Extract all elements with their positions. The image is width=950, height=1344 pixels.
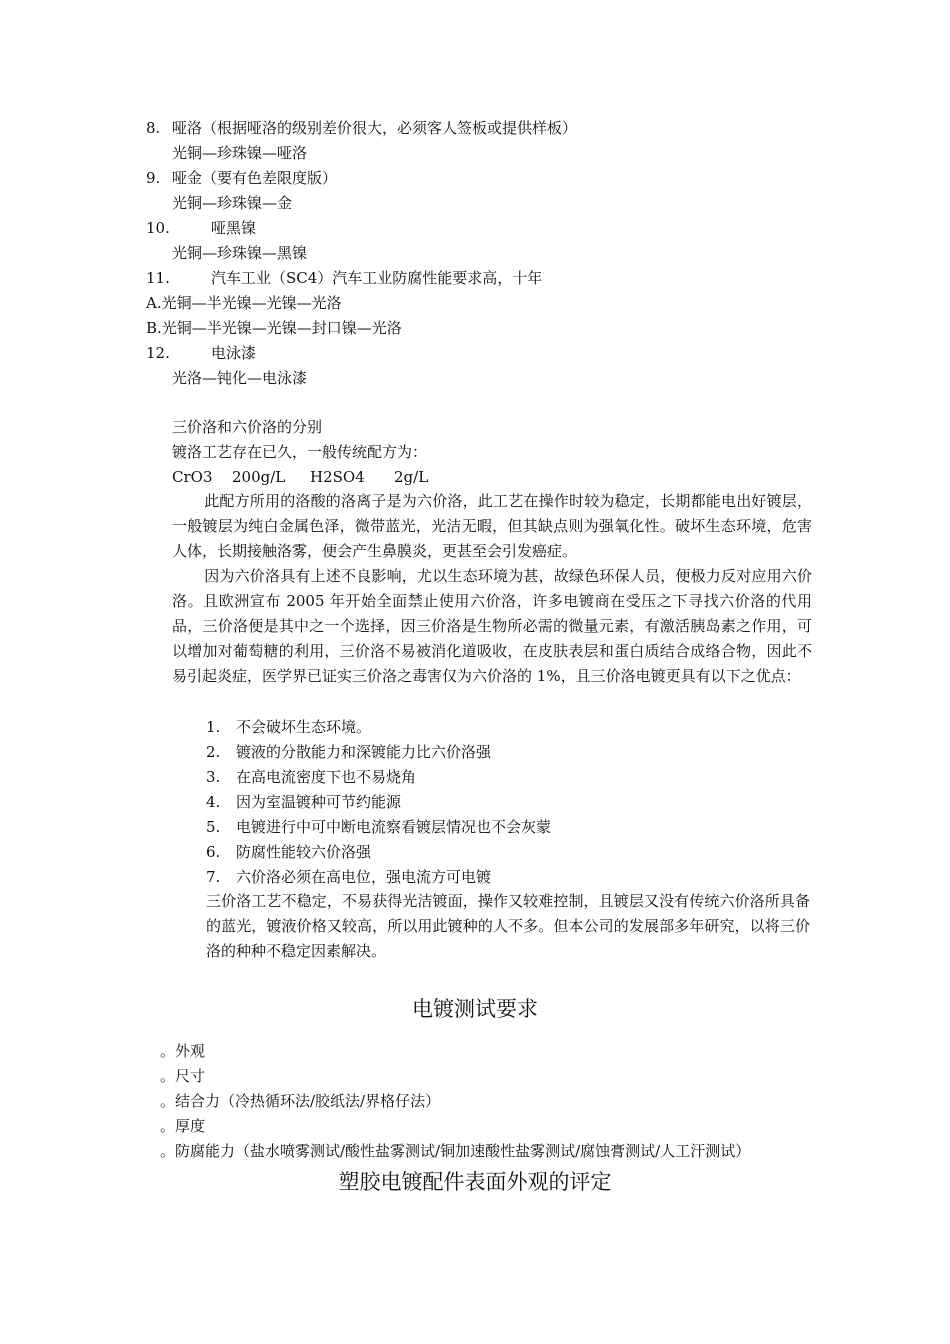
formula-concentration-2: 2g/L [394,468,429,486]
process-item-12-route: 光洛—钝化—电泳漆 [172,369,308,387]
process-item-12-title [146,343,256,363]
item-title: 哑洛（根据哑洛的级别差价很大，必须客人签板或提供样板） [172,119,578,137]
item-title: 哑金（要有色差限度版） [172,169,338,187]
advantage-number: 6. [206,843,221,861]
paragraph-text: 因为六价洛具有上述不良影响，尤以生态环境为甚，故绿色环保人员，便极力反对应用六价洛。且欧洲宣布 2005 年开始全面禁止使用六价洛，许多电镀商在受压之下寻找六价洛的代用品，三价洛便是其中之一个选择，因三价洛是生物所必需的微量元素，有激活胰岛素之作用，可以增加对葡萄糖的利用，三价洛不易被消化道吸收，在皮肤表层和蛋白质结合成络合物，因此不易引起炎症，医学界已证实三价洛之毒害仅为六价洛的 1%，且三价洛电镀更具有以下之优点： [172,567,812,685]
advantage-number: 1. [206,718,221,736]
process-item-9-route: 光铜—珍珠镍—金 [172,194,293,212]
paragraph-trivalent [172,564,812,689]
advantage-text: 因为室温镀种可节约能源 [236,793,402,811]
item-title: 电泳漆 [211,344,257,362]
item-number: 9. [146,169,161,187]
advantage-number: 5. [206,818,221,836]
test-item: 。厚度 [160,1117,206,1135]
advantage-item [206,842,371,862]
item-number: 10. [146,219,170,237]
item-number: 12. [146,344,170,362]
process-item-10-title [146,218,256,238]
test-item: 。尺寸 [160,1067,206,1085]
test-item: 。外观 [160,1042,206,1060]
process-item-8-title [146,118,577,138]
advantage-item [206,717,371,737]
formula-concentration-1: 200g/L [232,468,286,486]
formula-chemical-1: CrO3 [172,468,213,486]
advantage-text: 电镀进行中可中断电流察看镀层情况也不会灰蒙 [236,818,552,836]
advantage-item [206,742,491,762]
process-item-8-route: 光铜—珍珠镍—哑洛 [172,144,308,162]
paragraph-text: 此配方所用的洛酸的洛离子是为六价洛，此工艺在操作时较为稳定，长期都能电出好镀层，一般镀层为纯白金属色泽，微带蓝光，光洁无暇，但其缺点则为强氧化性。破坏生态环境，危害人体，长期接触洛雾，便会产生鼻膜炎，更甚至会引发癌症。 [172,492,812,560]
advantage-number: 7. [206,868,221,886]
process-item-11-route-b: B.光铜—半光镍—光镍—封口镍—光洛 [146,319,402,337]
heading-surface-evaluation: 塑胶电镀配件表面外观的评定 [338,1170,612,1194]
advantage-text: 六价洛必须在高电位，强电流方可电镀 [236,868,492,886]
section-intro: 镀洛工艺存在已久，一般传统配方为： [172,443,428,461]
item-number: 8. [146,119,161,137]
advantage-item [206,817,551,837]
process-item-11-title [146,268,542,288]
advantage-item [206,792,401,812]
advantage-text: 防腐性能较六价洛强 [236,843,372,861]
item-title: 汽车工业（SC4）汽车工业防腐性能要求高，十年 [211,269,543,287]
advantage-text: 镀液的分散能力和深镀能力比六价洛强 [236,743,492,761]
paragraph-conclusion: 三价洛工艺不稳定，不易获得光洁镀面，操作又较难控制，且镀层又没有传统六价洛所具备的蓝光，镀液价格又较高，所以用此镀种的人不多。但本公司的发展部多年研究，以将三价洛的种种不稳定因素解决。 [206,892,810,960]
heading-test-requirements: 电镀测试要求 [412,997,538,1021]
advantage-text: 在高电流密度下也不易烧角 [236,768,417,786]
item-number: 11. [146,269,170,287]
section-title-chromium: 三价洛和六价洛的分别 [172,418,323,436]
process-item-9-title [146,168,337,188]
item-title: 哑黑镍 [211,219,257,237]
advantage-text: 不会破坏生态环境。 [236,718,372,736]
advantage-number: 4. [206,793,221,811]
advantage-item [206,767,416,787]
process-item-10-route: 光铜—珍珠镍—黑镍 [172,244,308,262]
formula-line [172,467,428,487]
advantage-number: 3. [206,768,221,786]
test-item: 。防腐能力（盐水喷雾测试/酸性盐雾测试/铜加速酸性盐雾测试/腐蚀膏测试/人工汗测试） [160,1142,751,1160]
process-item-11-route-a: A.光铜—半光镍—光镍—光洛 [146,294,342,312]
test-item: 。结合力（冷热循环法/胶纸法/界格仔法） [160,1092,441,1110]
formula-chemical-2: H2SO4 [310,468,365,486]
advantage-number: 2. [206,743,221,761]
paragraph-hexavalent [172,489,812,564]
advantage-item [206,867,491,887]
